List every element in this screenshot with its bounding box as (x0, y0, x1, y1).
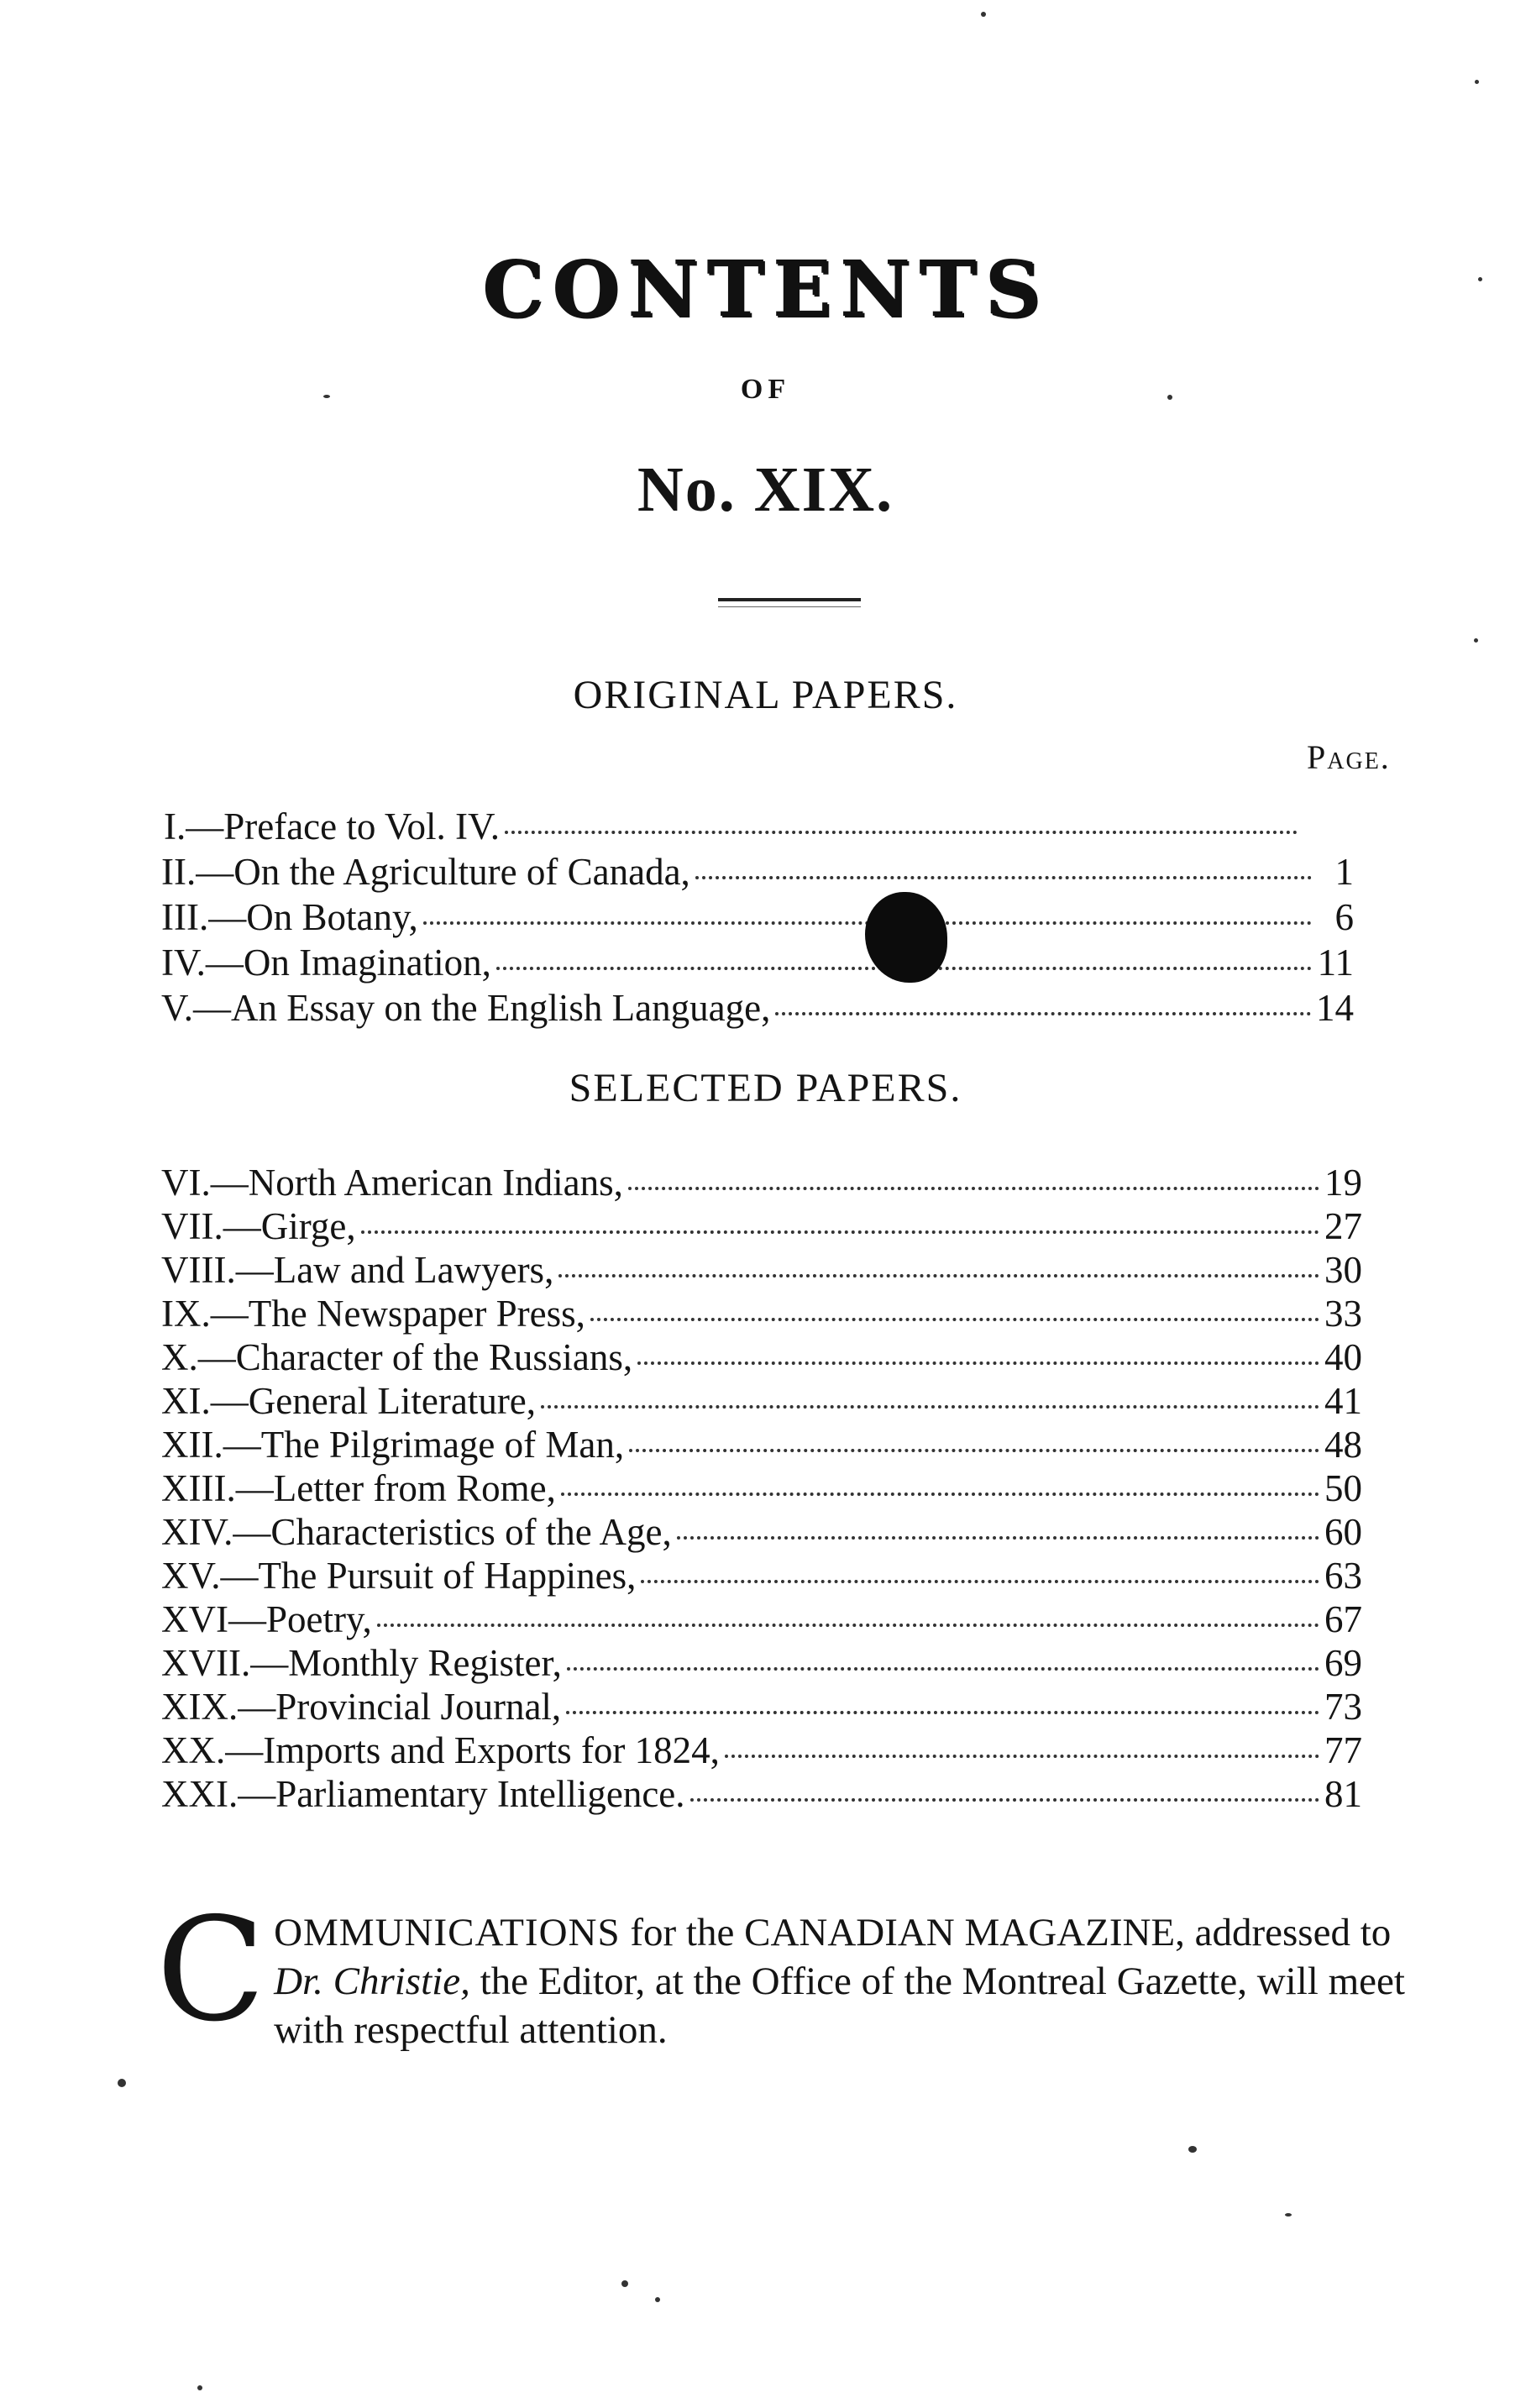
toc-entry-page: 50 (1324, 1467, 1362, 1509)
notice-magazine: CANADIAN MAGAZINE, (744, 1911, 1185, 1954)
dot-leader (566, 1711, 1319, 1714)
dot-leader (695, 876, 1312, 879)
toc-entry-title: I.—Preface to Vol. IV. (164, 805, 500, 847)
toc-entry (161, 1204, 1362, 1248)
toc-entry-page: 27 (1324, 1205, 1362, 1247)
toc-entry-title: XIII.—Letter from Rome, (161, 1467, 556, 1509)
toc-entry (161, 1379, 1362, 1423)
scan-speck (1474, 638, 1478, 643)
dot-leader (505, 831, 1298, 834)
toc-entry-title: V.—An Essay on the English Language, (161, 987, 771, 1029)
scan-speck (621, 2280, 628, 2287)
selected-papers-heading: SELECTED PAPERS. (569, 1066, 962, 1110)
dot-leader (637, 1361, 1319, 1365)
scan-speck (655, 2297, 660, 2302)
toc-entry-title: III.—On Botany, (161, 896, 418, 938)
toc-entry (164, 805, 1340, 848)
dot-leader (561, 1493, 1319, 1496)
notice-text: for the (620, 1911, 745, 1954)
communications-notice (156, 1887, 1447, 2054)
toc-entry-page: 14 (1316, 987, 1354, 1029)
drop-cap: C (156, 1887, 266, 2054)
page-title: CONTENTS (481, 244, 1050, 334)
dot-leader (558, 1274, 1319, 1277)
toc-entry (161, 1510, 1362, 1554)
toc-entry (161, 1554, 1362, 1597)
toc-entry-page: 33 (1324, 1293, 1362, 1335)
toc-entry (161, 850, 1354, 894)
toc-entry-page: 63 (1324, 1555, 1362, 1597)
notice-text: the Editor, at the Office of the Montreal Gazette, will meet with respectful attention. (274, 1959, 1405, 2052)
dot-leader (377, 1624, 1319, 1627)
notice-editor: Dr. Christie, (274, 1959, 470, 2003)
toc-entry (161, 1292, 1362, 1335)
scan-speck (323, 395, 330, 398)
toc-entry (161, 1161, 1362, 1204)
toc-entry-title: XIV.—Characteristics of the Age, (161, 1511, 672, 1553)
original-papers-heading: ORIGINAL PAPERS. (573, 673, 958, 717)
toc-entry-title: IX.—The Newspaper Press, (161, 1293, 585, 1335)
scan-speck (197, 2385, 202, 2390)
toc-entry-page: 69 (1324, 1642, 1362, 1684)
scan-speck (1475, 80, 1479, 84)
notice-caps: OMMUNICATIONS (274, 1911, 621, 1954)
toc-entry-title: II.—On the Agriculture of Canada, (161, 851, 690, 893)
toc-entry (161, 1248, 1362, 1292)
dot-leader (567, 1667, 1319, 1671)
toc-entry (161, 1772, 1362, 1816)
toc-entry-title: VIII.—Law and Lawyers, (161, 1249, 554, 1291)
toc-entry-page: 73 (1324, 1686, 1362, 1728)
toc-entry-page: 19 (1324, 1162, 1362, 1204)
toc-entry-title: XXI.—Parliamentary Intelligence. (161, 1773, 685, 1815)
toc-entry (161, 1729, 1362, 1772)
toc-entry-title: VII.—Girge, (161, 1205, 356, 1247)
scan-speck (118, 2079, 126, 2087)
dot-leader (628, 1187, 1319, 1190)
toc-entry-page: 40 (1324, 1336, 1362, 1378)
scan-speck (1285, 2213, 1292, 2217)
toc-entry (161, 941, 1354, 984)
toc-entry (161, 1597, 1362, 1641)
toc-entry-title: XIX.—Provincial Journal, (161, 1686, 562, 1728)
page-column-heading: Page. (1307, 738, 1391, 776)
toc-entry (161, 895, 1354, 939)
scan-speck (981, 12, 986, 17)
toc-entry-title: X.—Character of the Russians, (161, 1336, 633, 1378)
toc-entry-title: XX.—Imports and Exports for 1824, (161, 1729, 720, 1771)
toc-entry (161, 1335, 1362, 1379)
toc-entry-page: 48 (1324, 1424, 1362, 1466)
toc-entry-page: 1 (1334, 851, 1354, 893)
dot-leader (677, 1536, 1319, 1540)
toc-entry-title: IV.—On Imagination, (161, 942, 491, 984)
toc-entry-title: XV.—The Pursuit of Happines, (161, 1555, 637, 1597)
dot-leader (361, 1230, 1319, 1234)
toc-entry (161, 986, 1354, 1030)
toc-entry (161, 1466, 1362, 1510)
scan-speck (1167, 395, 1172, 400)
toc-entry-title: VI.—North American Indians, (161, 1162, 623, 1204)
toc-entry (161, 1641, 1362, 1685)
toc-entry-page: 67 (1324, 1598, 1362, 1640)
dot-leader (629, 1449, 1319, 1452)
dot-leader (690, 1798, 1319, 1802)
toc-entry-page: 6 (1334, 896, 1354, 938)
dot-leader (775, 1012, 1311, 1015)
toc-entry-title: XII.—The Pilgrimage of Man, (161, 1424, 625, 1466)
scan-speck (1478, 277, 1482, 281)
notice-text: addressed to (1184, 1911, 1392, 1954)
title-of: OF (740, 374, 791, 405)
dot-leader (590, 1318, 1319, 1321)
toc-entry-title: XVII.—Monthly Register, (161, 1642, 562, 1684)
toc-entry-page: 60 (1324, 1511, 1362, 1553)
dot-leader (641, 1580, 1319, 1583)
toc-entry-page: 77 (1324, 1729, 1362, 1771)
scan-speck (1188, 2146, 1197, 2153)
toc-entry-title: XVI—Poetry, (161, 1598, 372, 1640)
dot-leader (541, 1405, 1319, 1409)
toc-entry-page: 30 (1324, 1249, 1362, 1291)
issue-number: No. XIX. (637, 454, 894, 525)
toc-entry-title: XI.—General Literature, (161, 1380, 537, 1422)
toc-entry-page: 11 (1317, 942, 1354, 984)
toc-entry-page: 81 (1324, 1773, 1362, 1815)
toc-entry-page: 41 (1324, 1380, 1362, 1422)
toc-entry (161, 1423, 1362, 1466)
toc-entry (161, 1685, 1362, 1729)
ornamental-rule (718, 598, 861, 607)
dot-leader (725, 1755, 1319, 1758)
